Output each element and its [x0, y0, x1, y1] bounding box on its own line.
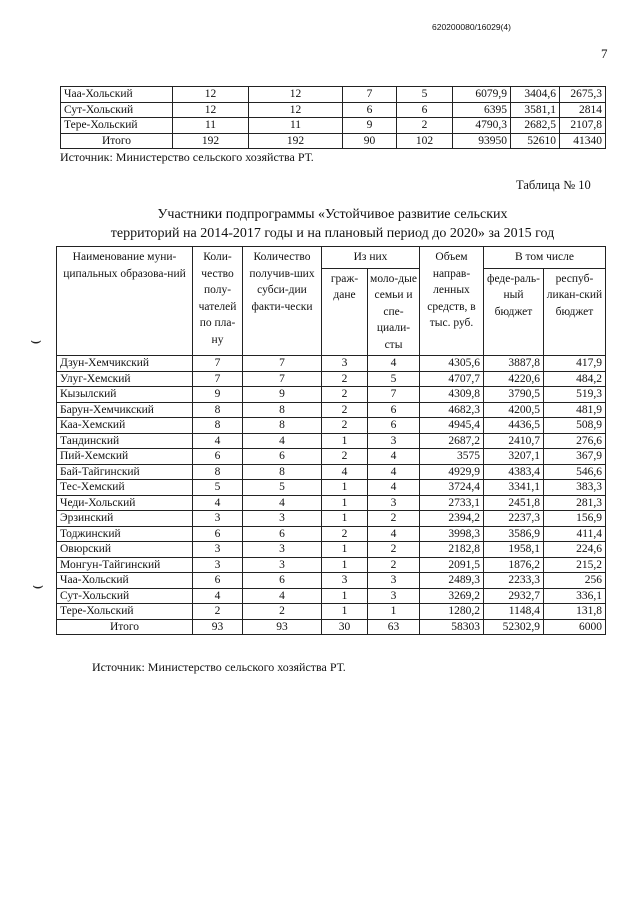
table-row	[57, 542, 606, 558]
table-cell: 1	[322, 604, 368, 620]
table-row	[57, 604, 606, 620]
table-cell: 3586,9	[484, 526, 544, 542]
table-row	[57, 449, 606, 465]
table-cell: 383,3	[544, 480, 606, 496]
table-cell: Сут-Хольский	[57, 588, 193, 604]
table-cell: 8	[193, 402, 243, 418]
table-cell: 8	[243, 418, 322, 434]
table-cell: 6	[397, 102, 453, 118]
header-young-families: моло-дые семьи и спе-циали-сты	[368, 268, 420, 356]
table-cell: 192	[173, 133, 249, 149]
table-cell: Эрзинский	[57, 511, 193, 527]
table-row	[57, 480, 606, 496]
table-cell: 2	[368, 557, 420, 573]
table-cell: 215,2	[544, 557, 606, 573]
table-cell: 3	[368, 588, 420, 604]
table-cell: 4790,3	[453, 118, 511, 134]
table-row	[57, 402, 606, 418]
table-cell: 4383,4	[484, 464, 544, 480]
table-cell: 2	[368, 511, 420, 527]
table-cell: 3575	[420, 449, 484, 465]
table-cell: 3	[368, 495, 420, 511]
table-row	[57, 387, 606, 403]
table-cell: 9	[193, 387, 243, 403]
table-cell: Бай-Тайгинский	[57, 464, 193, 480]
header-actual-recipients: Количество получив-ших субси-дии факти-чески	[243, 247, 322, 356]
table-cell: 4682,3	[420, 402, 484, 418]
table-cell: 2932,7	[484, 588, 544, 604]
table-cell: 4	[368, 356, 420, 372]
table-cell: 4	[243, 588, 322, 604]
table-cell: Тоджинский	[57, 526, 193, 542]
table-cell: 2	[322, 371, 368, 387]
table-cell: 1	[322, 433, 368, 449]
table-cell: 12	[173, 102, 249, 118]
table-cell: 4436,5	[484, 418, 544, 434]
table-cell: Каа-Хемский	[57, 418, 193, 434]
table-cell: 6	[368, 402, 420, 418]
table-cell: 63	[368, 619, 420, 635]
table-cell: 8	[193, 464, 243, 480]
table-cell: 3998,3	[420, 526, 484, 542]
table-cell: 6	[193, 573, 243, 589]
table-cell: 3	[322, 573, 368, 589]
table-cell: 2682,5	[511, 118, 560, 134]
table-continuation	[60, 86, 606, 149]
table-cell: 519,3	[544, 387, 606, 403]
table-cell: Чаа-Хольский	[61, 87, 173, 103]
table-cell: 4	[368, 480, 420, 496]
table-row	[61, 133, 606, 149]
table-cell: 93950	[453, 133, 511, 149]
table-cell: 4	[243, 495, 322, 511]
table-cell: 484,2	[544, 371, 606, 387]
table-cell: 6000	[544, 619, 606, 635]
table-cell: 4305,6	[420, 356, 484, 372]
table-cell: 2	[243, 604, 322, 620]
source-note-1: Источник: Министерство сельского хозяйства РТ.	[60, 150, 314, 164]
table-cell: 6	[343, 102, 397, 118]
table-cell: 2	[322, 387, 368, 403]
table-cell: 2687,2	[420, 433, 484, 449]
table-cell: Итого	[61, 133, 173, 149]
table-cell: 58303	[420, 619, 484, 635]
source-note-2: Источник: Министерство сельского хозяйства РТ.	[92, 660, 346, 674]
table-cell: Тере-Хольский	[61, 118, 173, 134]
table-cell: 11	[173, 118, 249, 134]
table-cell: Чеди-Хольский	[57, 495, 193, 511]
table-cell: 8	[243, 464, 322, 480]
table-cell: 7	[368, 387, 420, 403]
table-cell: 3	[368, 573, 420, 589]
table-cell: 276,6	[544, 433, 606, 449]
table-cell: 336,1	[544, 588, 606, 604]
table-cell: 30	[322, 619, 368, 635]
table-cell: 11	[249, 118, 343, 134]
table-cell: 192	[249, 133, 343, 149]
table-cell: 3	[368, 433, 420, 449]
title-line-1: Участники подпрограммы «Устойчивое развитие сельских	[157, 207, 508, 222]
table-cell: 2451,8	[484, 495, 544, 511]
table-cell: 93	[243, 619, 322, 635]
table-cell: 2182,8	[420, 542, 484, 558]
table-cell: Тес-Хемский	[57, 480, 193, 496]
table-cell: 3887,8	[484, 356, 544, 372]
table-row	[57, 371, 606, 387]
table-cell: Сут-Хольский	[61, 102, 173, 118]
table-cell: 3724,4	[420, 480, 484, 496]
table-cell: 41340	[560, 133, 606, 149]
table-cell: 2814	[560, 102, 606, 118]
pen-mark-1: ⌣	[30, 330, 42, 350]
table-cell: 2675,3	[560, 87, 606, 103]
table-cell: 8	[243, 402, 322, 418]
table-cell: 2	[193, 604, 243, 620]
table-cell: 367,9	[544, 449, 606, 465]
table-cell: 417,9	[544, 356, 606, 372]
header-recipients-plan: Коли-чество полу-чателей по пла-ну	[193, 247, 243, 356]
table-cell: 4200,5	[484, 402, 544, 418]
table-cell: Кызылский	[57, 387, 193, 403]
table-cell: 3581,1	[511, 102, 560, 118]
table-cell: 6	[243, 526, 322, 542]
table-cell: 4929,9	[420, 464, 484, 480]
table-cell: 508,9	[544, 418, 606, 434]
table-cell: 224,6	[544, 542, 606, 558]
table-cell: 12	[173, 87, 249, 103]
table-cell: 5	[397, 87, 453, 103]
table-cell: 6	[243, 573, 322, 589]
table-cell: 6079,9	[453, 87, 511, 103]
table-row	[57, 557, 606, 573]
table-cell: Овюрский	[57, 542, 193, 558]
table-cell: 3	[193, 557, 243, 573]
table-cell: 52610	[511, 133, 560, 149]
table-row	[57, 433, 606, 449]
table-cell: 4	[193, 433, 243, 449]
table-cell: 3	[193, 542, 243, 558]
table-row	[57, 356, 606, 372]
table-cell: 4309,8	[420, 387, 484, 403]
table-cell: 3	[243, 542, 322, 558]
table-cell: Монгун-Тайгинский	[57, 557, 193, 573]
table-cell: 4	[368, 526, 420, 542]
table-cell: 4	[193, 588, 243, 604]
table-cell: 5	[193, 480, 243, 496]
table-cell: 102	[397, 133, 453, 149]
table-cell: 256	[544, 573, 606, 589]
participants-table	[56, 246, 606, 635]
table-cell: 3	[193, 511, 243, 527]
participants-table-body	[57, 356, 606, 635]
table-cell: 12	[249, 87, 343, 103]
table-cell: 4	[243, 433, 322, 449]
table-cell: 1	[322, 495, 368, 511]
table-cell: 4	[368, 464, 420, 480]
table-cell: Улуг-Хемский	[57, 371, 193, 387]
table-cell: Чаа-Хольский	[57, 573, 193, 589]
table-cell: 131,8	[544, 604, 606, 620]
table-cell: Итого	[57, 619, 193, 635]
table-cell: 5	[243, 480, 322, 496]
table-cell: 6	[193, 526, 243, 542]
table-cell: 2	[322, 449, 368, 465]
table-cell: 1148,4	[484, 604, 544, 620]
table-cell: 2237,3	[484, 511, 544, 527]
table-cell: 8	[193, 418, 243, 434]
table-row	[61, 118, 606, 134]
table-cell: 6395	[453, 102, 511, 118]
table-cell: 4220,6	[484, 371, 544, 387]
table-cell: 3	[243, 511, 322, 527]
table-cell: 9	[343, 118, 397, 134]
table-cell: 4945,4	[420, 418, 484, 434]
table-cell: 3790,5	[484, 387, 544, 403]
table-cell: 3404,6	[511, 87, 560, 103]
table-cell: Тандинский	[57, 433, 193, 449]
table-title	[60, 205, 605, 243]
table-cell: 156,9	[544, 511, 606, 527]
table-cell: 1958,1	[484, 542, 544, 558]
table-cell: 1	[322, 557, 368, 573]
table-cell: 546,6	[544, 464, 606, 480]
table-cell: 7	[243, 356, 322, 372]
table-cell: 2410,7	[484, 433, 544, 449]
table-cell: 411,4	[544, 526, 606, 542]
table-cell: 2233,3	[484, 573, 544, 589]
table-cell: 1	[322, 542, 368, 558]
header-federal-budget: феде-раль-ный бюджет	[484, 268, 544, 356]
table-cell: 4707,7	[420, 371, 484, 387]
table-cell: 2394,2	[420, 511, 484, 527]
table-cell: 3	[322, 356, 368, 372]
table-cell: 2	[368, 542, 420, 558]
header-funds-volume: Объем направ-ленных средств, в тыс. руб.	[420, 247, 484, 356]
table-cell: 90	[343, 133, 397, 149]
table-cell: 93	[193, 619, 243, 635]
table-cell: 4	[368, 449, 420, 465]
table-cell: 2733,1	[420, 495, 484, 511]
table-cell: 2091,5	[420, 557, 484, 573]
table-cell: 3269,2	[420, 588, 484, 604]
table-cell: 2	[397, 118, 453, 134]
document-id: 620200080/16029(4)	[432, 22, 511, 32]
pen-mark-2: ⌣	[32, 575, 44, 595]
table-number: Таблица № 10	[516, 178, 591, 192]
table-cell: 281,3	[544, 495, 606, 511]
table-cell: 4	[193, 495, 243, 511]
table-cell: 3	[243, 557, 322, 573]
table-cell: 12	[249, 102, 343, 118]
table-row	[57, 464, 606, 480]
table-cell: 1	[322, 588, 368, 604]
table-row	[57, 526, 606, 542]
table-cell: 1	[368, 604, 420, 620]
page-number: 7	[601, 46, 608, 61]
header-name: Наименование муни-ципальных образова-ний	[57, 247, 193, 356]
table-row	[57, 418, 606, 434]
header-of-them: Из них	[322, 247, 420, 269]
table-cell: 1	[322, 511, 368, 527]
table-row	[57, 495, 606, 511]
table-row	[57, 588, 606, 604]
table-row	[57, 619, 606, 635]
table-cell: 7	[243, 371, 322, 387]
table-cell: 2	[322, 526, 368, 542]
table-cell: 6	[368, 418, 420, 434]
table-cell: Дзун-Хемчикский	[57, 356, 193, 372]
table-cell: 1	[322, 480, 368, 496]
table-cell: 4	[322, 464, 368, 480]
table-cell: 7	[343, 87, 397, 103]
table-row	[61, 87, 606, 103]
header-republic-budget: респуб-ликан-ский бюджет	[544, 268, 606, 356]
title-line-2: территорий на 2014-2017 годы и на плановый период до 2020» за 2015 год	[110, 226, 555, 241]
table-continuation-body	[61, 87, 606, 149]
table-cell: Барун-Хемчикский	[57, 402, 193, 418]
table-cell: 1280,2	[420, 604, 484, 620]
table-cell: 1876,2	[484, 557, 544, 573]
table-cell: Пий-Хемский	[57, 449, 193, 465]
header-including: В том числе	[484, 247, 606, 269]
table-cell: 2489,3	[420, 573, 484, 589]
table-cell: 7	[193, 356, 243, 372]
table-cell: 6	[243, 449, 322, 465]
table-cell: 481,9	[544, 402, 606, 418]
table-row	[57, 573, 606, 589]
table-cell: 3207,1	[484, 449, 544, 465]
table-row	[61, 102, 606, 118]
table-cell: 2	[322, 418, 368, 434]
table-cell: 52302,9	[484, 619, 544, 635]
table-cell: 7	[193, 371, 243, 387]
header-citizens: граж-дане	[322, 268, 368, 356]
table-cell: 9	[243, 387, 322, 403]
table-row	[57, 511, 606, 527]
table-cell: 5	[368, 371, 420, 387]
table-cell: 3341,1	[484, 480, 544, 496]
table-cell: Тере-Хольский	[57, 604, 193, 620]
table-cell: 2	[322, 402, 368, 418]
table-cell: 6	[193, 449, 243, 465]
table-cell: 2107,8	[560, 118, 606, 134]
